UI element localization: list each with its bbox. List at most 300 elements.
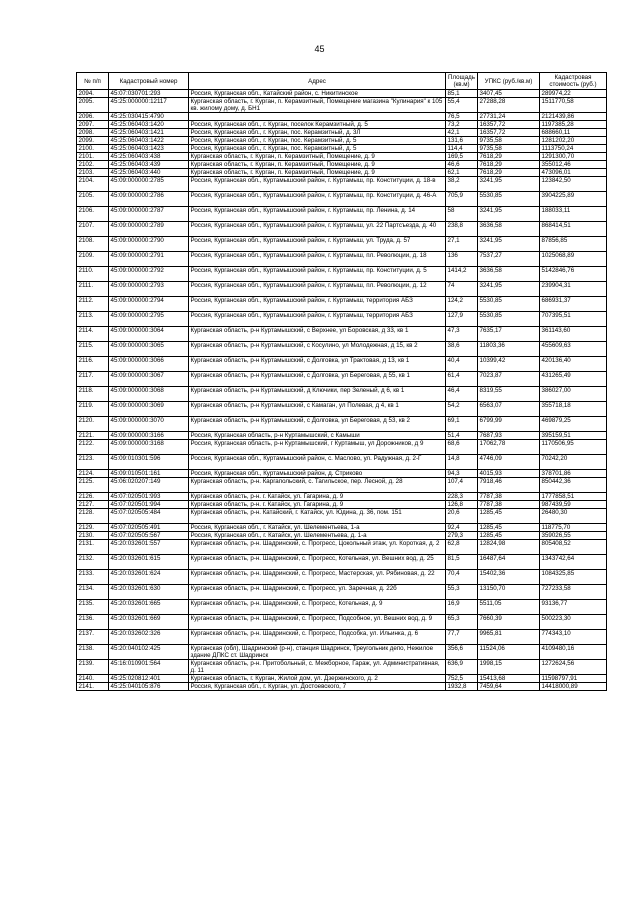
- cell-address: Курганская область, г. Курган, п. Керамзитный, Помещение, д. 9: [189, 161, 446, 169]
- cell-cadastral-number: 45:25:060403:438: [109, 153, 189, 161]
- cell-cadastral-number: 45:09:000000:3070: [109, 417, 189, 432]
- cell-cadastral-number: 45:09:010501:161: [109, 470, 189, 478]
- cell-cadastral-number: 45:09:000000:3066: [109, 357, 189, 372]
- cell-cadastral-number: 45:09:000000:2793: [109, 282, 189, 297]
- cell-cadastral-cost: 378701,86: [540, 470, 607, 478]
- cell-cadastral-number: 45:07:030701:293: [109, 90, 189, 98]
- cell-cadastral-number: 45:25:020812:401: [109, 675, 189, 683]
- cell-number: 2096.: [77, 113, 109, 121]
- cell-cadastral-cost: 239904,31: [540, 282, 607, 297]
- cell-cadastral-number: 45:09:000000:2792: [109, 267, 189, 282]
- cell-upks: 7459,64: [478, 683, 540, 691]
- cell-upks: 11803,36: [478, 342, 540, 357]
- cell-area: 68,6: [446, 440, 478, 455]
- cell-number: 2132.: [77, 555, 109, 570]
- cell-cadastral-number: 45:07:020501:994: [109, 501, 189, 509]
- cell-number: 2117.: [77, 372, 109, 387]
- cell-number: 2126.: [77, 493, 109, 501]
- table-row: [77, 192, 607, 207]
- table-row: [77, 432, 607, 440]
- cell-cadastral-cost: 707395,51: [540, 312, 607, 327]
- cell-cadastral-cost: 355718,18: [540, 402, 607, 417]
- cell-upks: 5530,85: [478, 312, 540, 327]
- cell-upks: 7687,93: [478, 432, 540, 440]
- cell-address: Курганская область, р-н. Шадринский, с. Прогресс, ул. Заречная, д. 22б: [189, 585, 446, 600]
- cell-number: 2122.: [77, 440, 109, 455]
- cell-number: 2139.: [77, 660, 109, 675]
- cell-area: 38,6: [446, 342, 478, 357]
- cell-number: 2112.: [77, 297, 109, 312]
- cell-number: 2100.: [77, 145, 109, 153]
- header-address: Адрес: [189, 73, 446, 90]
- cell-upks: 1285,45: [478, 524, 540, 532]
- cell-number: 2128.: [77, 509, 109, 524]
- cell-cadastral-number: 45:20:040102:425: [109, 645, 189, 660]
- cell-cadastral-cost: 26480,30: [540, 509, 607, 524]
- cell-area: 58: [446, 207, 478, 222]
- cell-address: Курганская область, р-н. Катайский, г. Катайск, ул. Юдина, д. 36, пом. 151: [189, 509, 446, 524]
- header-cadastral-cost: Кадастровая стоимость (руб.): [540, 73, 607, 90]
- table-row: [77, 237, 607, 252]
- cell-cadastral-number: 45:25:000000:12117: [109, 98, 189, 113]
- cell-number: 2107.: [77, 222, 109, 237]
- cell-address: Курганская область, г. Курган, п. Керамзитный, Помещение, д. 9: [189, 153, 446, 161]
- cell-cadastral-number: 45:25:060403:1423: [109, 145, 189, 153]
- cell-area: 85,1: [446, 90, 478, 98]
- cell-cadastral-number: 45:25:060403:1420: [109, 121, 189, 129]
- cell-address: Россия, Курганская обл., Куртамышский район, г. Куртамыш, пр. Конституции, д. 46-А: [189, 192, 446, 207]
- cell-cadastral-cost: 289974,22: [540, 90, 607, 98]
- cell-area: 92,4: [446, 524, 478, 532]
- cell-cadastral-number: 45:09:000000:2795: [109, 312, 189, 327]
- table-row: [77, 455, 607, 470]
- cell-cadastral-cost: 87856,85: [540, 237, 607, 252]
- cell-cadastral-cost: 1343742,64: [540, 555, 607, 570]
- cell-cadastral-cost: 987439,59: [540, 501, 607, 509]
- cell-area: 62,1: [446, 169, 478, 177]
- cell-address: Курганская область, р-н. Шадринский, с. Прогресс, Цокольный этаж, ул. Короткая, д. 2: [189, 540, 446, 555]
- cell-area: 127,9: [446, 312, 478, 327]
- cell-address: Россия, Курганская обл., г. Курган, пос. Керамзитный, д. 5: [189, 137, 446, 145]
- cell-upks: 15413,68: [478, 675, 540, 683]
- cell-cadastral-cost: 70242,20: [540, 455, 607, 470]
- cell-cadastral-number: 45:20:032601:669: [109, 615, 189, 630]
- cell-cadastral-cost: 850442,36: [540, 478, 607, 493]
- cell-cadastral-number: 45:09:000000:3166: [109, 432, 189, 440]
- cell-cadastral-number: 45:09:000000:3068: [109, 387, 189, 402]
- cell-upks: 9965,81: [478, 630, 540, 645]
- cell-number: 2138.: [77, 645, 109, 660]
- cell-upks: 16357,72: [478, 129, 540, 137]
- cell-cadastral-cost: 118775,70: [540, 524, 607, 532]
- cell-address: Россия, Курганская обл., Куртамышский район, г. Куртамыш, территория АБЗ: [189, 312, 446, 327]
- cell-address: Россия, Курганская обл., г. Курган, ул. Достоевского, 7: [189, 683, 446, 691]
- cell-cadastral-number: 45:09:000000:2794: [109, 297, 189, 312]
- cell-address: Курганская (обл), Шадринский (р-н), станция Шадринск, Треугольник депо, Нежилое здание ДПКС ст. Шадринск: [189, 645, 446, 660]
- cell-cadastral-cost: 1025068,89: [540, 252, 607, 267]
- cell-upks: 16357,72: [478, 121, 540, 129]
- cell-upks: 9735,58: [478, 137, 540, 145]
- cell-area: 1414,2: [446, 267, 478, 282]
- cell-area: 46,4: [446, 387, 478, 402]
- table-row: [77, 90, 607, 98]
- cell-area: 76,5: [446, 113, 478, 121]
- table-row: [77, 540, 607, 555]
- cell-cadastral-cost: 395159,51: [540, 432, 607, 440]
- table-row: [77, 129, 607, 137]
- cell-cadastral-cost: 2121439,86: [540, 113, 607, 121]
- cell-area: 705,9: [446, 192, 478, 207]
- cell-cadastral-cost: 1272624,56: [540, 660, 607, 675]
- table-row: [77, 98, 607, 113]
- cell-area: 238,8: [446, 222, 478, 237]
- cell-number: 2134.: [77, 585, 109, 600]
- table-row: [77, 297, 607, 312]
- cell-area: 279,3: [446, 532, 478, 540]
- cell-number: 2114.: [77, 327, 109, 342]
- cell-area: 228,3: [446, 493, 478, 501]
- cell-upks: 10399,42: [478, 357, 540, 372]
- cell-cadastral-number: 45:25:040105:876: [109, 683, 189, 691]
- cell-cadastral-cost: 1291300,70: [540, 153, 607, 161]
- table-row: [77, 282, 607, 297]
- cell-upks: 5511,05: [478, 600, 540, 615]
- cell-cadastral-number: 45:06:020207:149: [109, 478, 189, 493]
- cell-area: 131,6: [446, 137, 478, 145]
- table-row: [77, 267, 607, 282]
- cell-upks: 7618,29: [478, 161, 540, 169]
- cell-cadastral-number: 45:20:032601:557: [109, 540, 189, 555]
- cell-upks: 3636,58: [478, 267, 540, 282]
- cell-area: 169,5: [446, 153, 478, 161]
- cell-address: Курганская область, р-н. Шадринский, с. Прогресс, Мастерская, ул. Рябиновая, д. 22: [189, 570, 446, 585]
- page-number: 45: [314, 44, 325, 54]
- cell-cadastral-cost: 4109480,16: [540, 645, 607, 660]
- cell-number: 2118.: [77, 387, 109, 402]
- cell-address: Курганская область, г. Курган, п. Керамзитный, Помещение, д. 9: [189, 169, 446, 177]
- cell-upks: 27288,28: [478, 98, 540, 113]
- cell-address: Курганская область, р-н. Шадринский, с. Прогресс, Подсобное, ул. Вешних вод, д. 9: [189, 615, 446, 630]
- cell-cadastral-number: 45:07:020505:567: [109, 532, 189, 540]
- cell-area: 40,4: [446, 357, 478, 372]
- cell-cadastral-cost: 1170506,95: [540, 440, 607, 455]
- table-row: [77, 645, 607, 660]
- table-row: [77, 630, 607, 645]
- cell-upks: 5530,85: [478, 297, 540, 312]
- cell-cadastral-number: 45:09:000000:2791: [109, 252, 189, 267]
- cell-upks: 3407,45: [478, 90, 540, 98]
- cell-cadastral-cost: 455609,63: [540, 342, 607, 357]
- cell-number: 2140.: [77, 675, 109, 683]
- cell-cadastral-number: 45:09:000000:2785: [109, 177, 189, 192]
- cell-cadastral-cost: 1777858,51: [540, 493, 607, 501]
- table-row: [77, 357, 607, 372]
- cell-upks: 7537,27: [478, 252, 540, 267]
- cell-upks: 3636,58: [478, 222, 540, 237]
- cell-cadastral-cost: 5142846,76: [540, 267, 607, 282]
- cell-upks: 16487,64: [478, 555, 540, 570]
- cell-upks: 9735,58: [478, 145, 540, 153]
- cell-upks: 7660,39: [478, 615, 540, 630]
- cell-upks: 6799,99: [478, 417, 540, 432]
- cell-upks: 11524,06: [478, 645, 540, 660]
- table-row: [77, 683, 607, 691]
- cell-upks: 3241,95: [478, 207, 540, 222]
- cell-area: 69,1: [446, 417, 478, 432]
- cell-cadastral-cost: 93136,77: [540, 600, 607, 615]
- cell-address: Курганская область, р-н Куртамышский, с Косулино, ул Молодежная, д 15, кв 2: [189, 342, 446, 357]
- cell-address: Курганская область, р-н Куртамышский, с Долговка, ул Трактовая, д 13, кв 1: [189, 357, 446, 372]
- table-row: [77, 177, 607, 192]
- cell-upks: 7918,46: [478, 478, 540, 493]
- table-row: [77, 675, 607, 683]
- header-area: Площадь (кв.м): [446, 73, 478, 90]
- cell-number: 2097.: [77, 121, 109, 129]
- cell-number: 2098.: [77, 129, 109, 137]
- cell-cadastral-cost: 359026,55: [540, 532, 607, 540]
- cell-cadastral-cost: 14418000,89: [540, 683, 607, 691]
- cell-upks: 27731,24: [478, 113, 540, 121]
- cell-number: 2104.: [77, 177, 109, 192]
- table-row: [77, 585, 607, 600]
- cell-address: Курганская область, г. Курган, Жилой дом, ул. Дзержинского, д. 2: [189, 675, 446, 683]
- table-row: [77, 600, 607, 615]
- cell-cadastral-cost: 688660,11: [540, 129, 607, 137]
- cell-address: Россия, Курганская обл., Куртамышский район, д. Стриково: [189, 470, 446, 478]
- cell-number: 2102.: [77, 161, 109, 169]
- cell-number: 2095.: [77, 98, 109, 113]
- cell-upks: 8319,55: [478, 387, 540, 402]
- cell-area: 51,4: [446, 432, 478, 440]
- cell-cadastral-cost: 500223,30: [540, 615, 607, 630]
- cell-area: 356,6: [446, 645, 478, 660]
- table-row: [77, 524, 607, 532]
- cell-upks: 1285,45: [478, 509, 540, 524]
- table-row: [77, 145, 607, 153]
- table-row: [77, 532, 607, 540]
- cell-address: Курганская область, р-н. Каргапольский, с. Тагильское, пер. Лесной, д. 28: [189, 478, 446, 493]
- cell-number: 2106.: [77, 207, 109, 222]
- cell-number: 2099.: [77, 137, 109, 145]
- table-row: [77, 478, 607, 493]
- cell-area: 55,4: [446, 98, 478, 113]
- cell-cadastral-number: 45:25:060403:440: [109, 169, 189, 177]
- table-row: [77, 113, 607, 121]
- cell-area: 77,7: [446, 630, 478, 645]
- cell-number: 2125.: [77, 478, 109, 493]
- cell-area: 62,8: [446, 540, 478, 555]
- cell-cadastral-number: 45:09:000000:2790: [109, 237, 189, 252]
- cell-cadastral-number: 45:09:010301:596: [109, 455, 189, 470]
- cell-cadastral-cost: 3904225,89: [540, 192, 607, 207]
- table-row: [77, 137, 607, 145]
- cell-cadastral-number: 45:20:032601:630: [109, 585, 189, 600]
- table-row: [77, 501, 607, 509]
- cell-address: Россия, Курганская обл., Куртамышский район, г. Куртамыш, ул. Труда, д. 57: [189, 237, 446, 252]
- cell-area: 55,3: [446, 585, 478, 600]
- cell-address: Россия, Курганская обл., Куртамышский район, г. Куртамыш, пл. Революции, д. 18: [189, 252, 446, 267]
- table-row: [77, 470, 607, 478]
- header-upks: УПКС (руб./кв.м): [478, 73, 540, 90]
- cell-number: 2129.: [77, 524, 109, 532]
- cell-upks: 13150,70: [478, 585, 540, 600]
- cell-address: Курганская область, р-н. г. Катайск, ул. Гагарина, д. 9: [189, 493, 446, 501]
- cell-cadastral-cost: 469879,25: [540, 417, 607, 432]
- cell-address: Россия, Курганская обл., г. Катайск, ул. Шелементьева, 1-а: [189, 524, 446, 532]
- cell-cadastral-cost: 868414,51: [540, 222, 607, 237]
- cadastral-value-table: [76, 72, 607, 691]
- cell-upks: 7787,38: [478, 501, 540, 509]
- cell-cadastral-number: 45:07:020501:993: [109, 493, 189, 501]
- cell-address: Россия, Курганская область, р-н Куртамышский, г Куртамыш, ул Дорожников, д 9: [189, 440, 446, 455]
- cell-number: 2113.: [77, 312, 109, 327]
- cell-cadastral-cost: 774343,10: [540, 630, 607, 645]
- cell-cadastral-number: 45:25:060403:1422: [109, 137, 189, 145]
- cell-number: 2120.: [77, 417, 109, 432]
- cell-upks: 7618,29: [478, 153, 540, 161]
- cell-cadastral-number: 45:20:032602:326: [109, 630, 189, 645]
- cell-address: Курганская область, р-н Куртамышский, с Камаган, ул Полевая, д 4, кв 1: [189, 402, 446, 417]
- cell-area: 20,6: [446, 509, 478, 524]
- cell-area: 61,4: [446, 372, 478, 387]
- cell-upks: 12824,98: [478, 540, 540, 555]
- table-row: [77, 402, 607, 417]
- cell-upks: 7635,17: [478, 327, 540, 342]
- cell-address: Россия, Курганская обл., Куртамышский район, с. Маслово, ул. Радужная, д. 2-Г: [189, 455, 446, 470]
- cell-area: 42,1: [446, 129, 478, 137]
- cell-upks: 15402,36: [478, 570, 540, 585]
- table-row: [77, 161, 607, 169]
- cell-cadastral-number: 45:09:000000:3067: [109, 372, 189, 387]
- cell-upks: 7787,38: [478, 493, 540, 501]
- cell-address: Россия, Курганская обл., Куртамышский район, г. Куртамыш, территория АБЗ: [189, 297, 446, 312]
- cell-area: 47,3: [446, 327, 478, 342]
- cell-cadastral-cost: 123842,50: [540, 177, 607, 192]
- cell-number: 2116.: [77, 357, 109, 372]
- cell-address: Россия, Курганская обл., Катайский район, с. Никитинское: [189, 90, 446, 98]
- table-row: [77, 509, 607, 524]
- table-row: [77, 121, 607, 129]
- table-row: [77, 555, 607, 570]
- cell-number: 2141.: [77, 683, 109, 691]
- cell-upks: 3241,95: [478, 237, 540, 252]
- cell-address: Россия, Курганская обл., Куртамышский район, г. Куртамыш, ул. 22 Партсъезда, д. 40: [189, 222, 446, 237]
- cell-cadastral-cost: 420136,40: [540, 357, 607, 372]
- cell-upks: 7618,29: [478, 169, 540, 177]
- table-row: [77, 207, 607, 222]
- cell-area: 27,1: [446, 237, 478, 252]
- cell-cadastral-number: 45:07:020505:484: [109, 509, 189, 524]
- cell-address: Курганская область, р-н. г. Катайск, ул. Гагарина, д. 9: [189, 501, 446, 509]
- cell-area: 1932,8: [446, 683, 478, 691]
- table-row: [77, 169, 607, 177]
- cell-number: 2121.: [77, 432, 109, 440]
- cell-number: 2103.: [77, 169, 109, 177]
- cell-cadastral-number: 45:25:030415:4790: [109, 113, 189, 121]
- table-header-row: [77, 73, 607, 90]
- cell-upks: 4015,93: [478, 470, 540, 478]
- cell-address: Россия, Курганская обл., г. Курган, пос. Керамзитный, д. 5: [189, 145, 446, 153]
- cell-address: Курганская область, р-н. Шадринский, с. Прогресс, Котельная, д. 9: [189, 600, 446, 615]
- cell-area: 14,8: [446, 455, 478, 470]
- cell-area: 124,2: [446, 297, 478, 312]
- cell-cadastral-cost: 431265,49: [540, 372, 607, 387]
- cell-upks: 3241,95: [478, 177, 540, 192]
- cell-upks: 4746,09: [478, 455, 540, 470]
- cell-area: 73,2: [446, 121, 478, 129]
- cell-cadastral-number: 45:09:000000:2786: [109, 192, 189, 207]
- table-row: [77, 372, 607, 387]
- cell-upks: 17062,78: [478, 440, 540, 455]
- cell-cadastral-cost: 386027,00: [540, 387, 607, 402]
- cell-area: 94,3: [446, 470, 478, 478]
- cell-number: 2109.: [77, 252, 109, 267]
- cell-upks: 6563,07: [478, 402, 540, 417]
- cell-cadastral-number: 45:09:000000:3069: [109, 402, 189, 417]
- cell-cadastral-number: 45:20:032601:624: [109, 570, 189, 585]
- cell-area: 70,4: [446, 570, 478, 585]
- cell-address: Россия, Курганская обл., г. Катайск, ул. Шелементьева, д. 1-а: [189, 532, 446, 540]
- cell-cadastral-cost: 686931,37: [540, 297, 607, 312]
- cell-number: 2101.: [77, 153, 109, 161]
- cell-upks: 1285,45: [478, 532, 540, 540]
- cell-area: 16,9: [446, 600, 478, 615]
- cell-number: 2115.: [77, 342, 109, 357]
- cell-cadastral-number: 45:09:000000:3065: [109, 342, 189, 357]
- cell-address: Курганская область, р-н Куртамышский, с Верхнее, ул Боровская, д 33, кв 1: [189, 327, 446, 342]
- cell-cadastral-cost: 1113750,24: [540, 145, 607, 153]
- cell-upks: 7023,87: [478, 372, 540, 387]
- cell-address: Россия, Курганская обл., Куртамышский район, г. Куртамыш, пр. Конституции, д. 18-в: [189, 177, 446, 192]
- cell-cadastral-cost: 473096,01: [540, 169, 607, 177]
- cell-upks: 5530,85: [478, 192, 540, 207]
- cell-address: Курганская область, р-н. Шадринский, с. Прогресс, Подсобка, ул. Ильинка, д. 6: [189, 630, 446, 645]
- cell-area: 54,2: [446, 402, 478, 417]
- cell-address: Россия, Курганская обл., г. Курган, поселок Керамзитный, д. 5: [189, 121, 446, 129]
- cell-cadastral-cost: 1084325,85: [540, 570, 607, 585]
- cell-upks: 1998,15: [478, 660, 540, 675]
- cell-cadastral-number: 45:09:000000:2787: [109, 207, 189, 222]
- cell-address: Курганская область, р-н Куртамышский, с Долговка, ул Береговая, д 53, кв 2: [189, 417, 446, 432]
- table-row: [77, 440, 607, 455]
- cell-cadastral-number: 45:09:000000:3168: [109, 440, 189, 455]
- cell-number: 2094.: [77, 90, 109, 98]
- cell-area: 107,4: [446, 478, 478, 493]
- table-row: [77, 312, 607, 327]
- table-row: [77, 222, 607, 237]
- cell-area: 636,9: [446, 660, 478, 675]
- cell-area: 126,8: [446, 501, 478, 509]
- cell-address: Россия, Курганская обл., Куртамышский район, г. Куртамыш, пр. Ленина, д. 14: [189, 207, 446, 222]
- cell-cadastral-number: 45:25:060403:1421: [109, 129, 189, 137]
- cell-number: 2133.: [77, 570, 109, 585]
- cell-number: 2123.: [77, 455, 109, 470]
- cell-cadastral-number: 45:09:000000:2789: [109, 222, 189, 237]
- table-row: [77, 660, 607, 675]
- table-row: [77, 570, 607, 585]
- cell-area: 46,6: [446, 161, 478, 169]
- cell-address: Курганская область, р-н. Притобольный, с. Межборное, Гараж, ул. Административная, д. 11: [189, 660, 446, 675]
- cell-number: 2130.: [77, 532, 109, 540]
- table-row: [77, 417, 607, 432]
- cell-area: 81,5: [446, 555, 478, 570]
- cell-cadastral-number: 45:25:060403:439: [109, 161, 189, 169]
- table-row: [77, 153, 607, 161]
- table-row: [77, 387, 607, 402]
- cell-number: 2131.: [77, 540, 109, 555]
- header-number: № п/п: [77, 73, 109, 90]
- header-cadastral-number: Кадастровый номер: [109, 73, 189, 90]
